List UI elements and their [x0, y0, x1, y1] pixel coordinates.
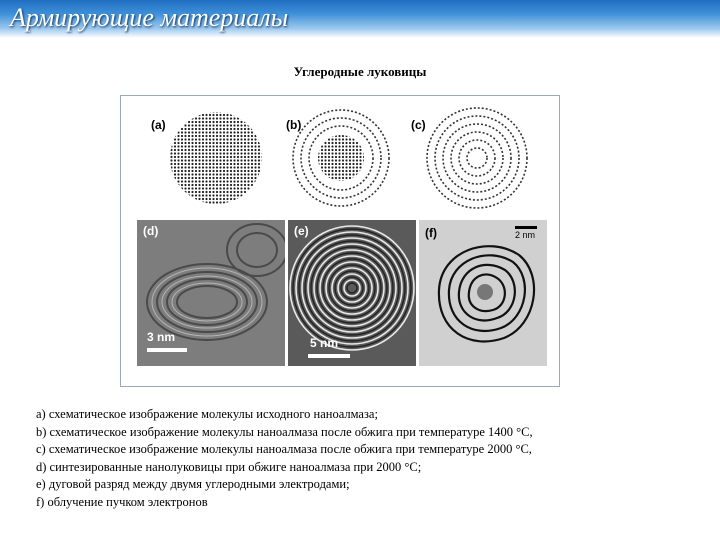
title-bar: [0, 0, 720, 38]
scale-label-d: 3 nm: [147, 330, 176, 344]
panel-label-b: (b): [286, 118, 302, 132]
caption-a: a) схематическое изображение молекулы исходного наноалмаза;: [36, 407, 378, 421]
caption-d: d) синтезированные нанолуковицы при обжиге наноалмаза при 2000 °С;: [36, 459, 422, 474]
panel-label-a: (a): [151, 118, 166, 132]
schematic-row: [121, 96, 561, 216]
schematic-a: [170, 112, 262, 204]
panel-label-c: (c): [411, 118, 426, 132]
schematic-c: [427, 108, 527, 208]
tem-photo-e: [288, 220, 416, 366]
figure: [120, 95, 560, 387]
slide-title: Армирующие материалы: [10, 3, 289, 32]
tem-photo-f: [419, 220, 547, 366]
caption-b: b) схематическое изображение молекулы наноалмаза после обжига при температуре 1400 °С,: [36, 424, 533, 439]
caption-list: [36, 406, 696, 512]
caption-e: e) дуговой разряд между двумя углеродными электродами;: [36, 477, 350, 492]
slide-subtitle: Углеродные луковицы: [293, 64, 427, 79]
scale-label-e: 5 nm: [310, 336, 339, 350]
scale-label-f: 2 nm: [515, 230, 536, 240]
panel-label-e: (e): [294, 224, 309, 238]
tem-photo-d: [137, 220, 285, 366]
panel-label-d: (d): [143, 224, 159, 238]
panel-label-f: (f): [425, 226, 437, 240]
caption-c: c) схематическое изображение молекулы наноалмаза после обжига при температуре 2000 °С,: [36, 442, 532, 457]
caption-f: f) облучение пучком электронов: [36, 494, 208, 509]
